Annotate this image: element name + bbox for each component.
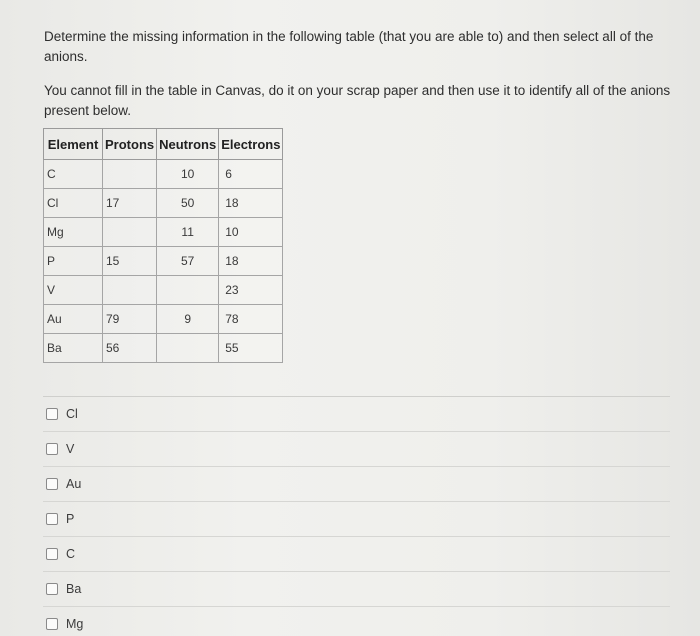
cell-element: P — [44, 247, 103, 276]
cell-element: Cl — [44, 189, 103, 218]
table-row — [44, 247, 283, 276]
table-row — [44, 305, 283, 334]
header-protons: Protons — [103, 129, 157, 160]
cell-electrons: 23 — [219, 276, 283, 305]
header-neutrons: Neutrons — [157, 129, 219, 160]
choice-label: Cl — [66, 407, 78, 421]
cell-element: Au — [44, 305, 103, 334]
choice-ba[interactable] — [43, 571, 670, 606]
question-text — [44, 27, 684, 135]
table-header-row — [44, 129, 283, 160]
cell-neutrons — [157, 276, 219, 305]
checkbox[interactable] — [46, 478, 58, 490]
header-element: Element — [44, 129, 103, 160]
checkbox[interactable] — [46, 548, 58, 560]
cell-electrons: 78 — [219, 305, 283, 334]
cell-element: Mg — [44, 218, 103, 247]
cell-protons: 17 — [103, 189, 157, 218]
cell-electrons: 18 — [219, 247, 283, 276]
cell-protons: 79 — [103, 305, 157, 334]
checkbox[interactable] — [46, 408, 58, 420]
cell-protons: 15 — [103, 247, 157, 276]
choice-label: Ba — [66, 582, 82, 596]
cell-electrons: 6 — [219, 160, 283, 189]
cell-protons — [103, 276, 157, 305]
cell-neutrons: 50 — [157, 189, 219, 218]
choice-label: C — [66, 547, 76, 561]
choice-cl[interactable] — [43, 396, 670, 431]
choice-p[interactable] — [43, 501, 670, 536]
question-note: You cannot fill in the table in Canvas, do it on your scrap paper and then use it to identify all of the anions present below. — [44, 83, 671, 118]
choice-label: Au — [66, 477, 82, 491]
choice-v[interactable] — [43, 431, 670, 466]
cell-protons — [103, 160, 157, 189]
checkbox[interactable] — [46, 513, 58, 525]
checkbox[interactable] — [46, 443, 58, 455]
table-row — [44, 218, 283, 247]
cell-electrons: 55 — [219, 334, 283, 363]
cell-neutrons: 10 — [157, 160, 219, 189]
checkbox[interactable] — [46, 583, 58, 595]
cell-element: Ba — [44, 334, 103, 363]
question-instruction: Determine the missing information in the following table (that you are able to) and then select all of the anions. — [44, 29, 654, 64]
choice-label: Mg — [66, 617, 84, 631]
cell-neutrons: 57 — [157, 247, 219, 276]
table-row — [44, 276, 283, 305]
choice-label: V — [66, 442, 75, 456]
cell-electrons: 18 — [219, 189, 283, 218]
table-row — [44, 160, 283, 189]
table-row — [44, 189, 283, 218]
cell-neutrons: 9 — [157, 305, 219, 334]
cell-protons — [103, 218, 157, 247]
cell-neutrons: 11 — [157, 218, 219, 247]
cell-element: C — [44, 160, 103, 189]
element-table — [43, 128, 283, 363]
header-electrons: Electrons — [219, 129, 283, 160]
cell-element: V — [44, 276, 103, 305]
choice-label: P — [66, 512, 75, 526]
anion-choices — [43, 396, 670, 636]
cell-electrons: 10 — [219, 218, 283, 247]
table-row — [44, 334, 283, 363]
cell-protons: 56 — [103, 334, 157, 363]
choice-mg[interactable] — [43, 606, 670, 636]
checkbox[interactable] — [46, 618, 58, 630]
cell-neutrons — [157, 334, 219, 363]
choice-au[interactable] — [43, 466, 670, 501]
choice-c[interactable] — [43, 536, 670, 571]
